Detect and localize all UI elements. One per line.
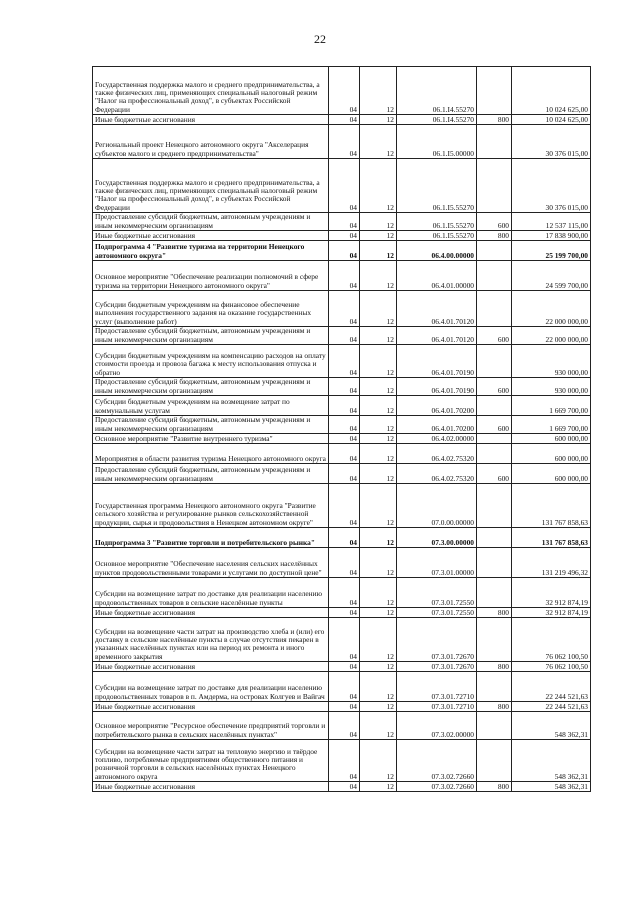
table-row bbox=[93, 416, 591, 434]
table-row bbox=[93, 159, 591, 213]
subsection-code: 12 bbox=[360, 434, 397, 444]
section-code: 04 bbox=[329, 231, 360, 241]
subsection-code: 12 bbox=[360, 484, 397, 528]
subsection-code: 12 bbox=[360, 618, 397, 662]
section-code: 04 bbox=[329, 345, 360, 378]
section-code: 04 bbox=[329, 241, 360, 261]
expense-type-code bbox=[477, 672, 512, 702]
expense-type-code: 600 bbox=[477, 416, 512, 434]
target-article-code: 07.3.01.72550 bbox=[397, 578, 477, 608]
target-article-code: 07.3.01.72670 bbox=[397, 618, 477, 662]
table-row bbox=[93, 378, 591, 396]
row-name: Иные бюджетные ассигнования bbox=[93, 231, 329, 241]
expense-type-code: 600 bbox=[477, 464, 512, 484]
row-name: Субсидии бюджетным учреждениям на возмещение затрат по коммунальным услугам bbox=[93, 396, 329, 416]
amount: 131 767 858,63 bbox=[512, 484, 591, 528]
amount: 548 362,31 bbox=[512, 712, 591, 740]
section-code: 04 bbox=[329, 712, 360, 740]
target-article-code: 07.3.02.72660 bbox=[397, 740, 477, 782]
subsection-code: 12 bbox=[360, 261, 397, 291]
amount: 32 912 874,19 bbox=[512, 578, 591, 608]
expense-type-code bbox=[477, 528, 512, 548]
table-row bbox=[93, 115, 591, 125]
subsection-code: 12 bbox=[360, 782, 397, 792]
amount: 131 767 858,63 bbox=[512, 528, 591, 548]
target-article-code: 06.4.01.70190 bbox=[397, 378, 477, 396]
target-article-code: 07.3.01.72710 bbox=[397, 702, 477, 712]
amount: 131 219 496,32 bbox=[512, 548, 591, 578]
subsection-code: 12 bbox=[360, 378, 397, 396]
subsection-code: 12 bbox=[360, 125, 397, 159]
target-article-code: 06.1.I5.00000 bbox=[397, 125, 477, 159]
subsection-code: 12 bbox=[360, 578, 397, 608]
subsection-code: 12 bbox=[360, 608, 397, 618]
subsection-code: 12 bbox=[360, 231, 397, 241]
section-code: 04 bbox=[329, 125, 360, 159]
section-code: 04 bbox=[329, 618, 360, 662]
amount: 12 537 115,00 bbox=[512, 213, 591, 231]
target-article-code: 07.3.01.00000 bbox=[397, 548, 477, 578]
target-article-code: 07.3.01.72710 bbox=[397, 672, 477, 702]
table-row bbox=[93, 618, 591, 662]
amount: 22 244 521,63 bbox=[512, 672, 591, 702]
row-name: Субсидии бюджетным учреждениям на компенсацию расходов на оплату стоимости проезда и провоза багажа к месту использования отпуска и обратно bbox=[93, 345, 329, 378]
table-row bbox=[93, 712, 591, 740]
section-code: 04 bbox=[329, 782, 360, 792]
row-name: Основное мероприятие "Обеспечение реализации полномочий в сфере туризма на территории Ненецкого автономного округа" bbox=[93, 261, 329, 291]
section-code: 04 bbox=[329, 291, 360, 327]
table-row bbox=[93, 125, 591, 159]
expense-type-code bbox=[477, 396, 512, 416]
table-row bbox=[93, 231, 591, 241]
section-code: 04 bbox=[329, 115, 360, 125]
subsection-code: 12 bbox=[360, 67, 397, 115]
table-row bbox=[93, 782, 591, 792]
table-row bbox=[93, 396, 591, 416]
target-article-code: 06.4.02.75320 bbox=[397, 444, 477, 464]
row-name: Субсидии бюджетным учреждениям на финансовое обеспечение выполнения государственного задания на оказание государственных услуг (выполнение работ) bbox=[93, 291, 329, 327]
subsection-code: 12 bbox=[360, 740, 397, 782]
expense-type-code: 800 bbox=[477, 115, 512, 125]
amount: 1 669 700,00 bbox=[512, 396, 591, 416]
row-name: Государственная поддержка малого и среднего предпринимательства, а также физических лиц, применяющих специальный налоговый режим "Налог на профессиональный доход", в субъектах Российской Федерации bbox=[93, 67, 329, 115]
target-article-code: 06.4.01.70120 bbox=[397, 291, 477, 327]
section-code: 04 bbox=[329, 261, 360, 291]
table-row bbox=[93, 578, 591, 608]
section-code: 04 bbox=[329, 484, 360, 528]
subsection-code: 12 bbox=[360, 159, 397, 213]
amount: 930 000,00 bbox=[512, 345, 591, 378]
expense-type-code: 800 bbox=[477, 702, 512, 712]
amount: 25 199 700,00 bbox=[512, 241, 591, 261]
table-row bbox=[93, 528, 591, 548]
amount: 76 062 100,50 bbox=[512, 662, 591, 672]
amount: 17 838 900,00 bbox=[512, 231, 591, 241]
row-name: Иные бюджетные ассигнования bbox=[93, 115, 329, 125]
row-name: Предоставление субсидий бюджетным, автономным учреждениям и иным некоммерческим организациям bbox=[93, 327, 329, 345]
section-code: 04 bbox=[329, 578, 360, 608]
row-name: Предоставление субсидий бюджетным, автономным учреждениям и иным некоммерческим организациям bbox=[93, 464, 329, 484]
subsection-code: 12 bbox=[360, 345, 397, 378]
amount: 10 024 625,00 bbox=[512, 115, 591, 125]
target-article-code: 07.3.01.72550 bbox=[397, 608, 477, 618]
table-row bbox=[93, 672, 591, 702]
subsection-code: 12 bbox=[360, 464, 397, 484]
subsection-code: 12 bbox=[360, 327, 397, 345]
amount: 22 000 000,00 bbox=[512, 291, 591, 327]
target-article-code: 06.4.01.70120 bbox=[397, 327, 477, 345]
table-row bbox=[93, 434, 591, 444]
expense-type-code bbox=[477, 67, 512, 115]
amount: 30 376 015,00 bbox=[512, 125, 591, 159]
expense-type-code bbox=[477, 484, 512, 528]
row-name: Субсидии на возмещение части затрат на производство хлеба и (или) его доставку в сельские населённые пункты в случае отсутствия пекарен в указанных населённых пунктах или на период их ремонта и иного временного закрытия bbox=[93, 618, 329, 662]
target-article-code: 06.4.02.75320 bbox=[397, 464, 477, 484]
section-code: 04 bbox=[329, 464, 360, 484]
table-row bbox=[93, 548, 591, 578]
budget-table-body bbox=[93, 67, 591, 792]
row-name: Региональный проект Ненецкого автономного округа "Акселерация субъектов малого и среднего предпринимательства" bbox=[93, 125, 329, 159]
target-article-code: 06.4.01.70200 bbox=[397, 416, 477, 434]
expense-type-code bbox=[477, 434, 512, 444]
subsection-code: 12 bbox=[360, 291, 397, 327]
amount: 1 669 700,00 bbox=[512, 416, 591, 434]
row-name: Подпрограмма 3 "Развитие торговли и потребительского рынка" bbox=[93, 528, 329, 548]
target-article-code: 06.4.00.00000 bbox=[397, 241, 477, 261]
section-code: 04 bbox=[329, 672, 360, 702]
table-row bbox=[93, 484, 591, 528]
subsection-code: 12 bbox=[360, 672, 397, 702]
section-code: 04 bbox=[329, 159, 360, 213]
section-code: 04 bbox=[329, 396, 360, 416]
target-article-code: 06.1.I5.55270 bbox=[397, 231, 477, 241]
subsection-code: 12 bbox=[360, 444, 397, 464]
table-row bbox=[93, 608, 591, 618]
amount: 30 376 015,00 bbox=[512, 159, 591, 213]
amount: 22 244 521,63 bbox=[512, 702, 591, 712]
amount: 600 000,00 bbox=[512, 434, 591, 444]
target-article-code: 06.1.I5.55270 bbox=[397, 213, 477, 231]
table-row bbox=[93, 213, 591, 231]
subsection-code: 12 bbox=[360, 241, 397, 261]
table-row bbox=[93, 740, 591, 782]
subsection-code: 12 bbox=[360, 528, 397, 548]
table-row bbox=[93, 444, 591, 464]
row-name: Предоставление субсидий бюджетным, автономным учреждениям и иным некоммерческим организациям bbox=[93, 378, 329, 396]
row-name: Субсидии на возмещение затрат по доставке для реализации населению продовольственных товаров в п. Амдерма, на островах Колгуев и Вайгач bbox=[93, 672, 329, 702]
expense-type-code: 600 bbox=[477, 213, 512, 231]
table-row bbox=[93, 662, 591, 672]
row-name: Иные бюджетные ассигнования bbox=[93, 702, 329, 712]
expense-type-code: 800 bbox=[477, 608, 512, 618]
expense-type-code bbox=[477, 125, 512, 159]
amount: 24 599 700,00 bbox=[512, 261, 591, 291]
subsection-code: 12 bbox=[360, 416, 397, 434]
row-name: Иные бюджетные ассигнования bbox=[93, 608, 329, 618]
row-name: Субсидии на возмещение затрат по доставке для реализации населению продовольственных товаров в сельские населённые пункты bbox=[93, 578, 329, 608]
section-code: 04 bbox=[329, 548, 360, 578]
row-name: Иные бюджетные ассигнования bbox=[93, 782, 329, 792]
row-name: Государственная поддержка малого и среднего предпринимательства, а также физических лиц, применяющих специальный налоговый режим "Налог на профессиональный доход", в субъектах Российской Федерации bbox=[93, 159, 329, 213]
table-row bbox=[93, 261, 591, 291]
table-row bbox=[93, 464, 591, 484]
section-code: 04 bbox=[329, 608, 360, 618]
section-code: 04 bbox=[329, 213, 360, 231]
row-name: Субсидии на возмещение части затрат на тепловую энергию и твёрдое топливо, потребляемые предприятиями общественного питания и розничной торговли в сельских населённых пунктах Ненецкого автономного округа bbox=[93, 740, 329, 782]
target-article-code: 07.3.02.72660 bbox=[397, 782, 477, 792]
expense-type-code: 800 bbox=[477, 782, 512, 792]
subsection-code: 12 bbox=[360, 396, 397, 416]
expense-type-code bbox=[477, 740, 512, 782]
expense-type-code bbox=[477, 578, 512, 608]
row-name: Мероприятия в области развития туризма Ненецкого автономного округа bbox=[93, 444, 329, 464]
table-row bbox=[93, 291, 591, 327]
expense-type-code bbox=[477, 444, 512, 464]
target-article-code: 07.3.00.00000 bbox=[397, 528, 477, 548]
expense-type-code bbox=[477, 548, 512, 578]
row-name: Основное мероприятие "Обеспечение населения сельских населённых пунктов продовольственными товарами и услугами по доступной цене" bbox=[93, 548, 329, 578]
expense-type-code: 600 bbox=[477, 378, 512, 396]
amount: 22 000 000,00 bbox=[512, 327, 591, 345]
target-article-code: 06.4.01.70190 bbox=[397, 345, 477, 378]
row-name: Государственная программа Ненецкого автономного округа "Развитие сельского хозяйства и регулирование рынков сельскохозяйственной продукции, сырья и продовольствия в Ненецком автономном округе" bbox=[93, 484, 329, 528]
target-article-code: 07.0.00.00000 bbox=[397, 484, 477, 528]
table-row bbox=[93, 241, 591, 261]
row-name: Подпрограмма 4 "Развитие туризма на территории Ненецкого автономного округа" bbox=[93, 241, 329, 261]
row-name: Предоставление субсидий бюджетным, автономным учреждениям и иным некоммерческим организациям bbox=[93, 416, 329, 434]
expense-type-code bbox=[477, 712, 512, 740]
amount: 548 362,31 bbox=[512, 740, 591, 782]
section-code: 04 bbox=[329, 662, 360, 672]
expense-type-code bbox=[477, 159, 512, 213]
subsection-code: 12 bbox=[360, 548, 397, 578]
expense-type-code: 800 bbox=[477, 231, 512, 241]
subsection-code: 12 bbox=[360, 702, 397, 712]
subsection-code: 12 bbox=[360, 662, 397, 672]
target-article-code: 06.4.02.00000 bbox=[397, 434, 477, 444]
row-name: Иные бюджетные ассигнования bbox=[93, 662, 329, 672]
section-code: 04 bbox=[329, 378, 360, 396]
expense-type-code bbox=[477, 241, 512, 261]
amount: 32 912 874,19 bbox=[512, 608, 591, 618]
expense-type-code: 600 bbox=[477, 327, 512, 345]
expense-type-code bbox=[477, 345, 512, 378]
expense-type-code: 800 bbox=[477, 662, 512, 672]
target-article-code: 06.1.I4.55270 bbox=[397, 67, 477, 115]
amount: 548 362,31 bbox=[512, 782, 591, 792]
subsection-code: 12 bbox=[360, 115, 397, 125]
amount: 600 000,00 bbox=[512, 444, 591, 464]
subsection-code: 12 bbox=[360, 213, 397, 231]
section-code: 04 bbox=[329, 327, 360, 345]
row-name: Основное мероприятие "Развитие внутреннего туризма" bbox=[93, 434, 329, 444]
table-row bbox=[93, 702, 591, 712]
section-code: 04 bbox=[329, 416, 360, 434]
section-code: 04 bbox=[329, 528, 360, 548]
table-row bbox=[93, 67, 591, 115]
section-code: 04 bbox=[329, 67, 360, 115]
expense-type-code bbox=[477, 291, 512, 327]
subsection-code: 12 bbox=[360, 712, 397, 740]
amount: 930 000,00 bbox=[512, 378, 591, 396]
table-row bbox=[93, 327, 591, 345]
target-article-code: 07.3.01.72670 bbox=[397, 662, 477, 672]
target-article-code: 06.4.01.70200 bbox=[397, 396, 477, 416]
target-article-code: 07.3.02.00000 bbox=[397, 712, 477, 740]
section-code: 04 bbox=[329, 740, 360, 782]
row-name: Основное мероприятие "Ресурсное обеспечение предприятий торговли и потребительского рынка в сельских населённых пунктах" bbox=[93, 712, 329, 740]
target-article-code: 06.1.I5.55270 bbox=[397, 159, 477, 213]
amount: 600 000,00 bbox=[512, 464, 591, 484]
section-code: 04 bbox=[329, 444, 360, 464]
page-number: 22 bbox=[314, 32, 326, 46]
expense-type-code bbox=[477, 618, 512, 662]
target-article-code: 06.4.01.00000 bbox=[397, 261, 477, 291]
amount: 76 062 100,50 bbox=[512, 618, 591, 662]
budget-table bbox=[92, 66, 591, 792]
target-article-code: 06.1.I4.55270 bbox=[397, 115, 477, 125]
table-row bbox=[93, 345, 591, 378]
expense-type-code bbox=[477, 261, 512, 291]
section-code: 04 bbox=[329, 434, 360, 444]
section-code: 04 bbox=[329, 702, 360, 712]
row-name: Предоставление субсидий бюджетным, автономным учреждениям и иным некоммерческим организациям bbox=[93, 213, 329, 231]
amount: 10 024 625,00 bbox=[512, 67, 591, 115]
